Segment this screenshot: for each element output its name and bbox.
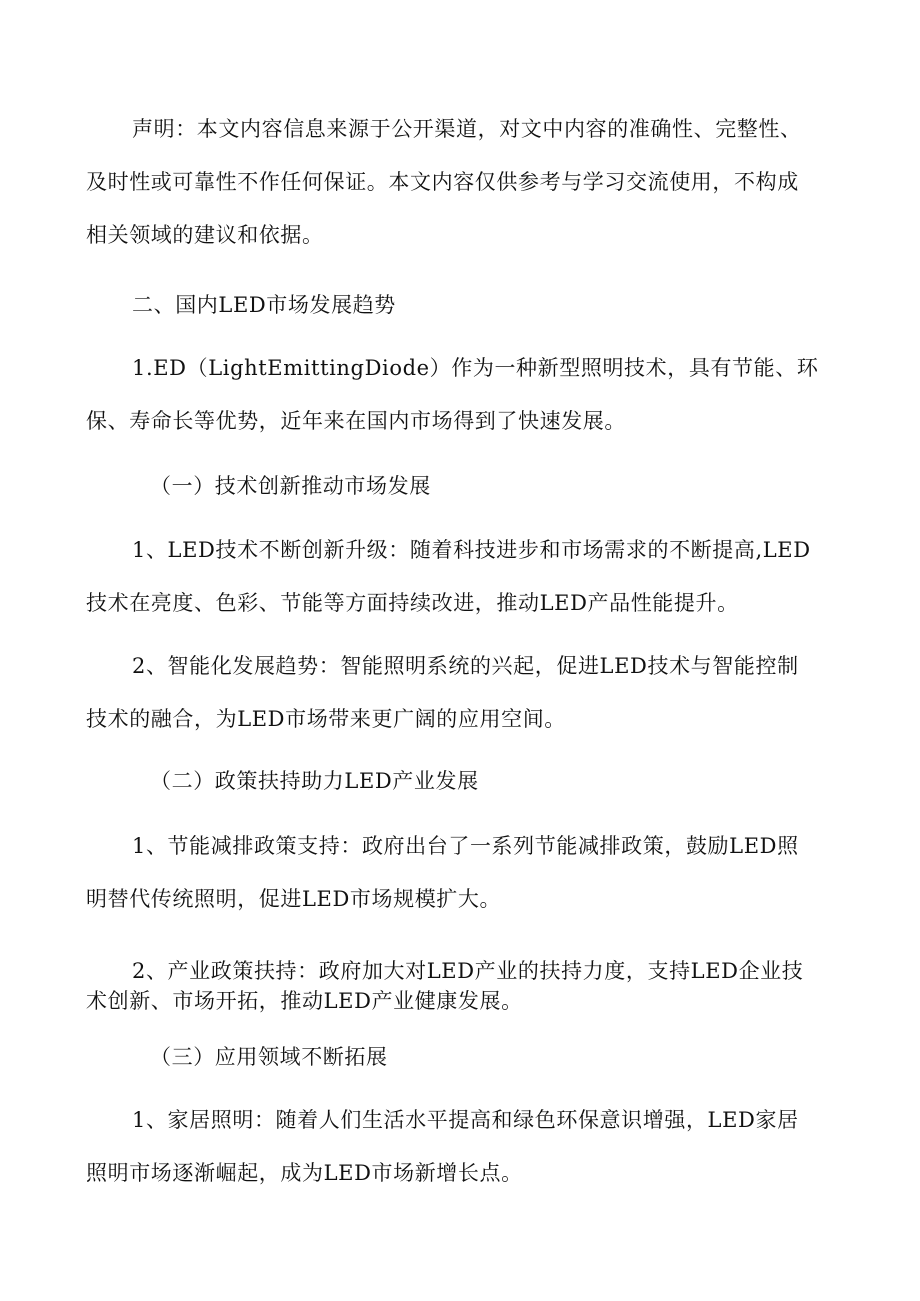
- disclaimer-line-1: 声明：本文内容信息来源于公开渠道，对文中内容的准确性、完整性、: [132, 117, 802, 141]
- sub3-item1-line-1: 1、家居照明：随着人们生活水平提高和绿色环保意识增强，LED家居: [132, 1108, 799, 1132]
- sub2-item2-line-1: 2、产业政策扶持：政府加大对LED产业的扶持力度，支持LED企业技: [132, 959, 804, 983]
- disclaimer-line-2: 及时性或可靠性不作任何保证。本文内容仅供参考与学习交流使用，不构成: [86, 170, 799, 194]
- sub1-item1-line-2: 技术在亮度、色彩、节能等方面持续改进，推动LED产品性能提升。: [86, 591, 739, 615]
- intro-line-2: 保、寿命长等优势，近年来在国内市场得到了快速发展。: [86, 409, 626, 433]
- subsection-3-title: （三）应用领域不断拓展: [150, 1045, 388, 1069]
- sub3-item1-line-2: 照明市场逐渐崛起，成为LED市场新增长点。: [86, 1161, 523, 1185]
- sub2-item1-line-1: 1、节能减排政策支持：政府出台了一系列节能减排政策，鼓励LED照: [132, 834, 799, 858]
- subsection-2-title: （二）政策扶持助力LED产业发展: [150, 769, 479, 793]
- intro-line-1: 1.ED（LightEmittingDiode）作为一种新型照明技术，具有节能、环: [132, 356, 819, 380]
- subsection-1-title: （一）技术创新推动市场发展: [150, 474, 431, 498]
- sub1-item2-line-1: 2、智能化发展趋势：智能照明系统的兴起，促进LED技术与智能控制: [132, 654, 799, 678]
- sub2-item1-line-2: 明替代传统照明，促进LED市场规模扩大。: [86, 887, 502, 911]
- sub2-item2-line-2: 术创新、市场开拓，推动LED产业健康发展。: [86, 989, 523, 1013]
- sub1-item2-line-2: 技术的融合，为LED市场带来更广阔的应用空间。: [86, 707, 566, 731]
- sub1-item1-line-1: 1、LED技术不断创新升级：随着科技进步和市场需求的不断提高,LED: [132, 538, 811, 562]
- disclaimer-line-3: 相关领域的建议和依据。: [86, 223, 324, 247]
- section-title: 二、国内LED市场发展趋势: [132, 293, 396, 317]
